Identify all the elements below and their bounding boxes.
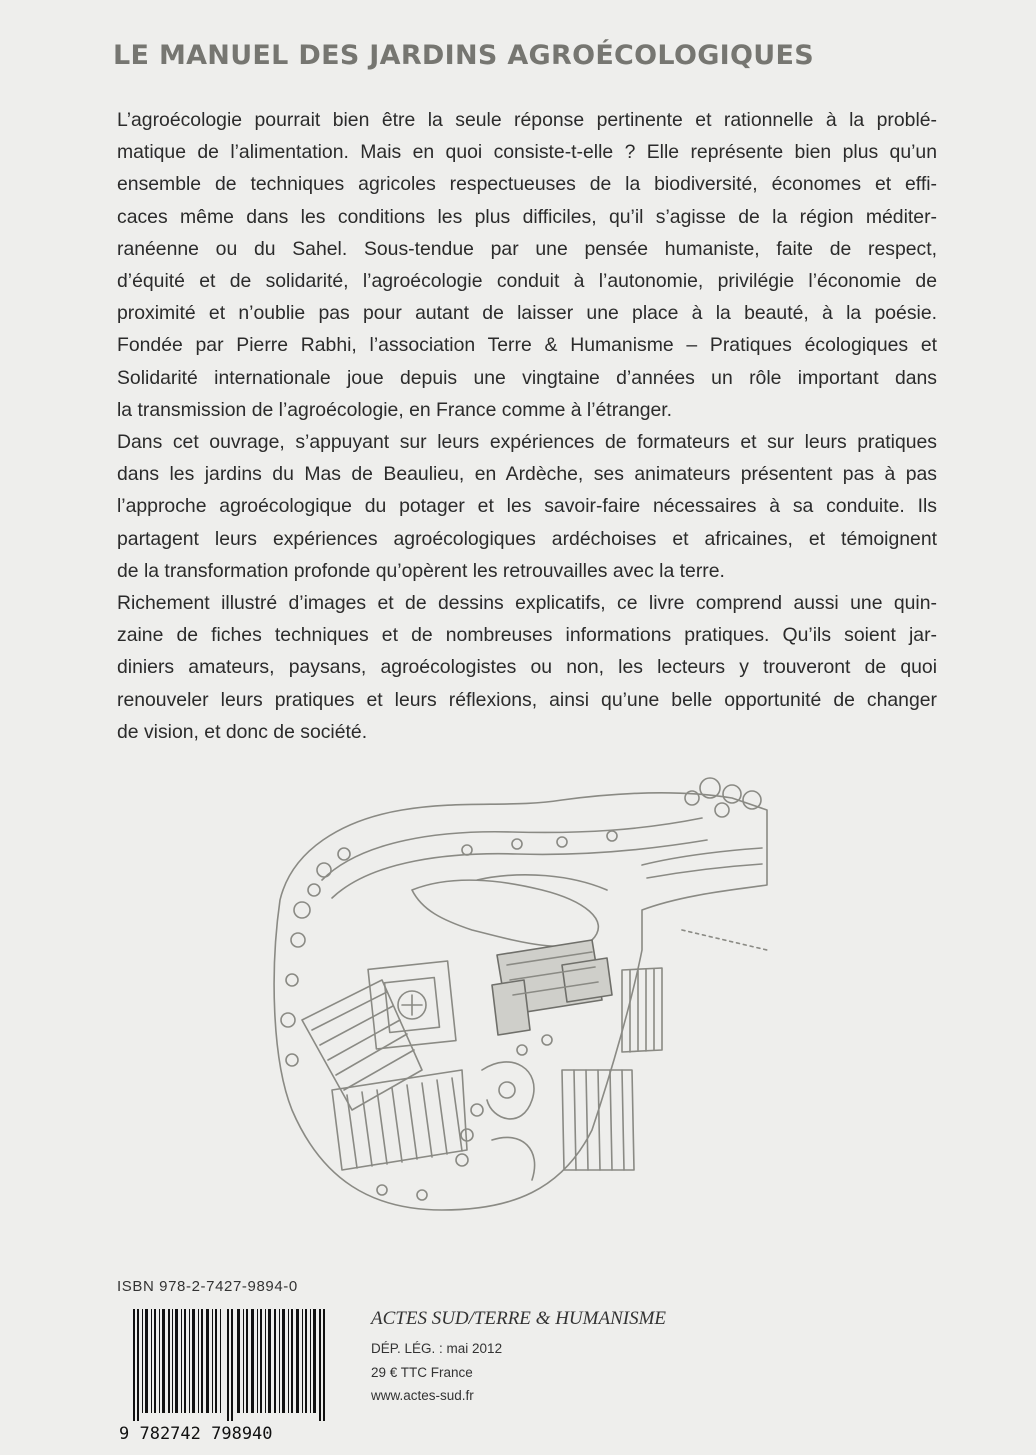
blurb-line: Fondée par Pierre Rabhi, l’association Terre & Humanisme – Pratiques écologiques et <box>117 334 937 357</box>
website: www.actes-sud.fr <box>371 1388 474 1403</box>
blurb-line: matique de l’alimentation. Mais en quoi consiste-t-elle ? Elle représente bien plus qu’un <box>117 141 937 164</box>
blurb-line: Richement illustré d’images et de dessins explicatifs, ce livre comprend aussi une quin- <box>117 592 937 615</box>
blurb-line: d’équité et de solidarité, l’agroécologie conduit à l’autonomie, privilégie l’économie de <box>117 270 937 293</box>
blurb-line: ensemble de techniques agricoles respectueuses de la biodiversité, économes et effi- <box>117 173 937 196</box>
price: 29 € TTC France <box>371 1365 473 1380</box>
blurb-line: la transmission de l’agroécologie, en France comme à l’étranger. <box>117 398 673 421</box>
blurb-line: de vision, et donc de société. <box>117 720 368 743</box>
blurb-line: proximité et n’oublie pas pour autant de laisser une place à la beauté, à la poésie. <box>117 302 937 325</box>
blurb-line: Solidarité internationale joue depuis une vingtaine d’années un rôle important dans <box>117 366 937 389</box>
isbn: ISBN 978-2-7427-9894-0 <box>117 1278 298 1295</box>
blurb-line: Dans cet ouvrage, s’appuyant sur leurs expériences de formateurs et sur leurs pratiques <box>117 431 937 454</box>
blurb-line: zaine de fiches techniques et de nombreuses informations pratiques. Qu’ils soient jar- <box>117 624 937 647</box>
book-title: LE MANUEL DES JARDINS AGROÉCOLOGIQUES <box>113 40 814 71</box>
legal-deposit: DÉP. LÉG. : mai 2012 <box>371 1341 503 1356</box>
barcode <box>117 1305 353 1445</box>
blurb-line: l’approche agroécologique du potager et les savoir-faire nécessaires à sa conduite. Ils <box>117 495 937 518</box>
blurb-line: diniers amateurs, paysans, agroécologistes ou non, les lecteurs y trouveront de quoi <box>117 656 937 679</box>
blurb-line: partagent leurs expériences agroécologiques ardéchoises et africaines, et témoignent <box>117 527 937 550</box>
blurb-line: dans les jardins du Mas de Beaulieu, en Ardèche, ses animateurs présentent pas à pas <box>117 463 937 486</box>
publisher: ACTES SUD/TERRE & HUMANISME <box>371 1308 667 1329</box>
blurb-line: de la transformation profonde qu’opèrent les retrouvailles avec la terre. <box>117 559 725 582</box>
barcode-digits: 9 782742 798940 <box>119 1424 273 1444</box>
back-cover-blurb <box>117 104 937 748</box>
blurb-line: L’agroécologie pourrait bien être la seule réponse pertinente et rationnelle à la problé- <box>117 109 937 131</box>
blurb-line: renouveler leurs pratiques et leurs réflexions, ainsi qu’une belle opportunité de changer <box>117 688 937 711</box>
blurb-line: ranéenne ou du Sahel. Sous-tendue par une pensée humaniste, faite de respect, <box>117 237 937 260</box>
garden-plan-illustration <box>262 770 774 1216</box>
blurb-line: caces même dans les conditions les plus difficiles, qu’il s’agisse de la région méditer- <box>117 205 937 228</box>
